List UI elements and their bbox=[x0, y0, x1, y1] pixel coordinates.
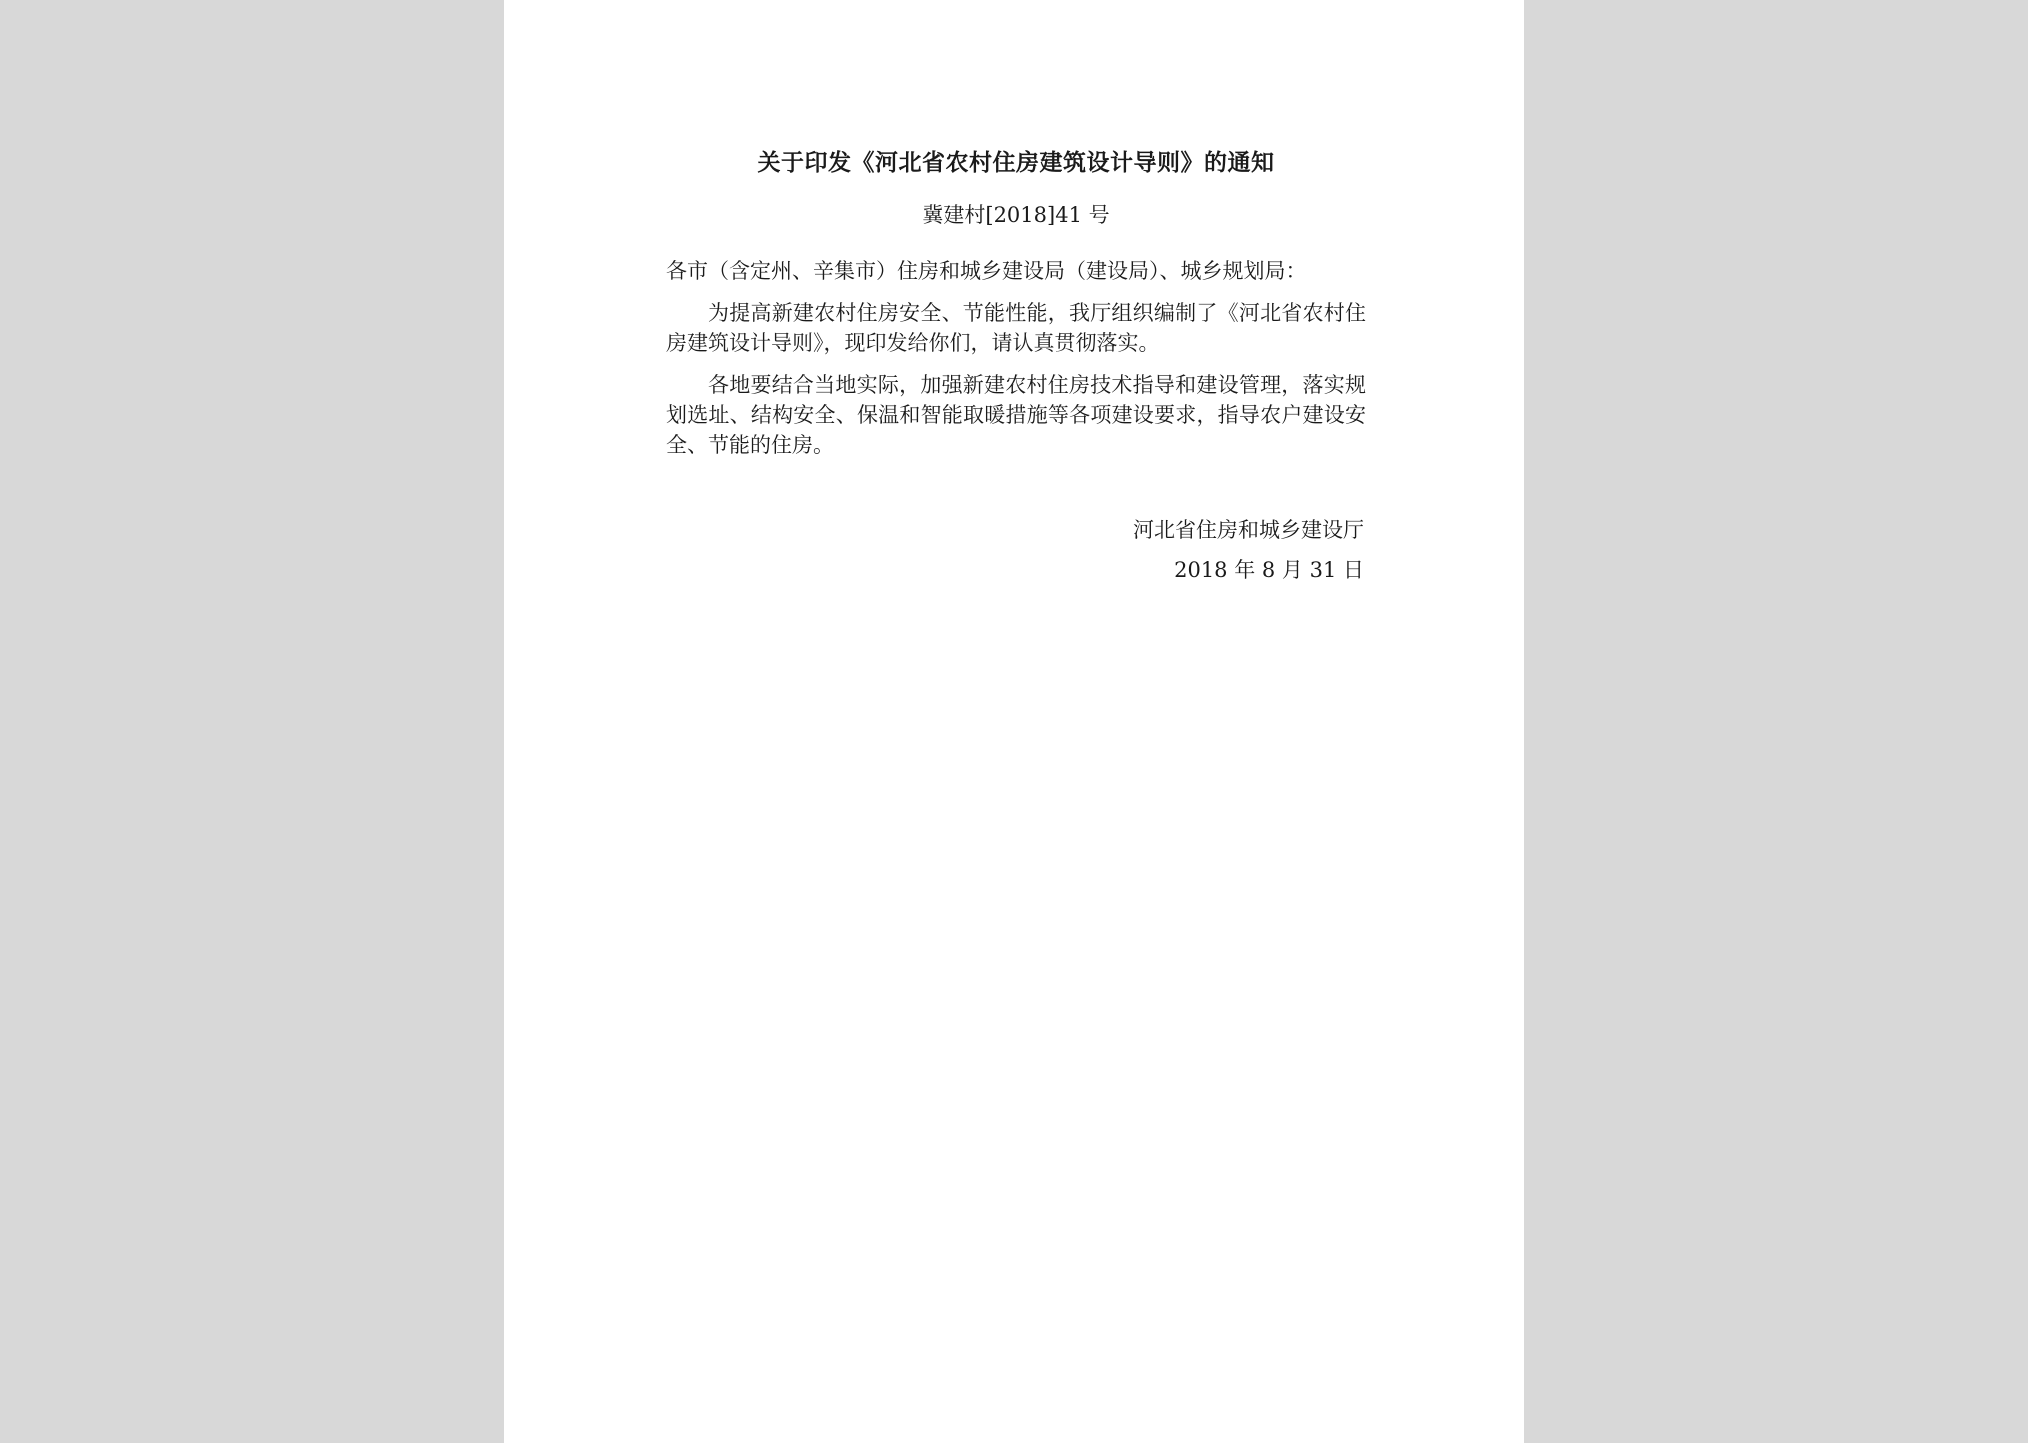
salutation: 各市（含定州、辛集市）住房和城乡建设局（建设局）、城乡规划局： bbox=[666, 259, 1307, 283]
page-content bbox=[666, 146, 1366, 590]
document-number: 冀建村[2018]41 号 bbox=[922, 203, 1110, 227]
body-paragraph-1: 为提高新建农村住房安全、节能性能，我厅组织编制了《河北省农村住房建筑设计导则》，现印发给你们，请认真贯彻落实。 bbox=[666, 301, 1366, 355]
document-title: 关于印发《河北省农村住房建筑设计导则》的通知 bbox=[757, 149, 1275, 176]
document-page bbox=[504, 0, 1524, 1443]
issue-date: 2018 年 8 月 31 日 bbox=[1174, 558, 1364, 582]
signature-block bbox=[666, 510, 1366, 590]
issuer-name: 河北省住房和城乡建设厅 bbox=[1133, 518, 1364, 542]
body-paragraph-2: 各地要结合当地实际，加强新建农村住房技术指导和建设管理，落实规划选址、结构安全、保温和智能取暖措施等各项建设要求，指导农户建设安全、节能的住房。 bbox=[666, 373, 1366, 457]
